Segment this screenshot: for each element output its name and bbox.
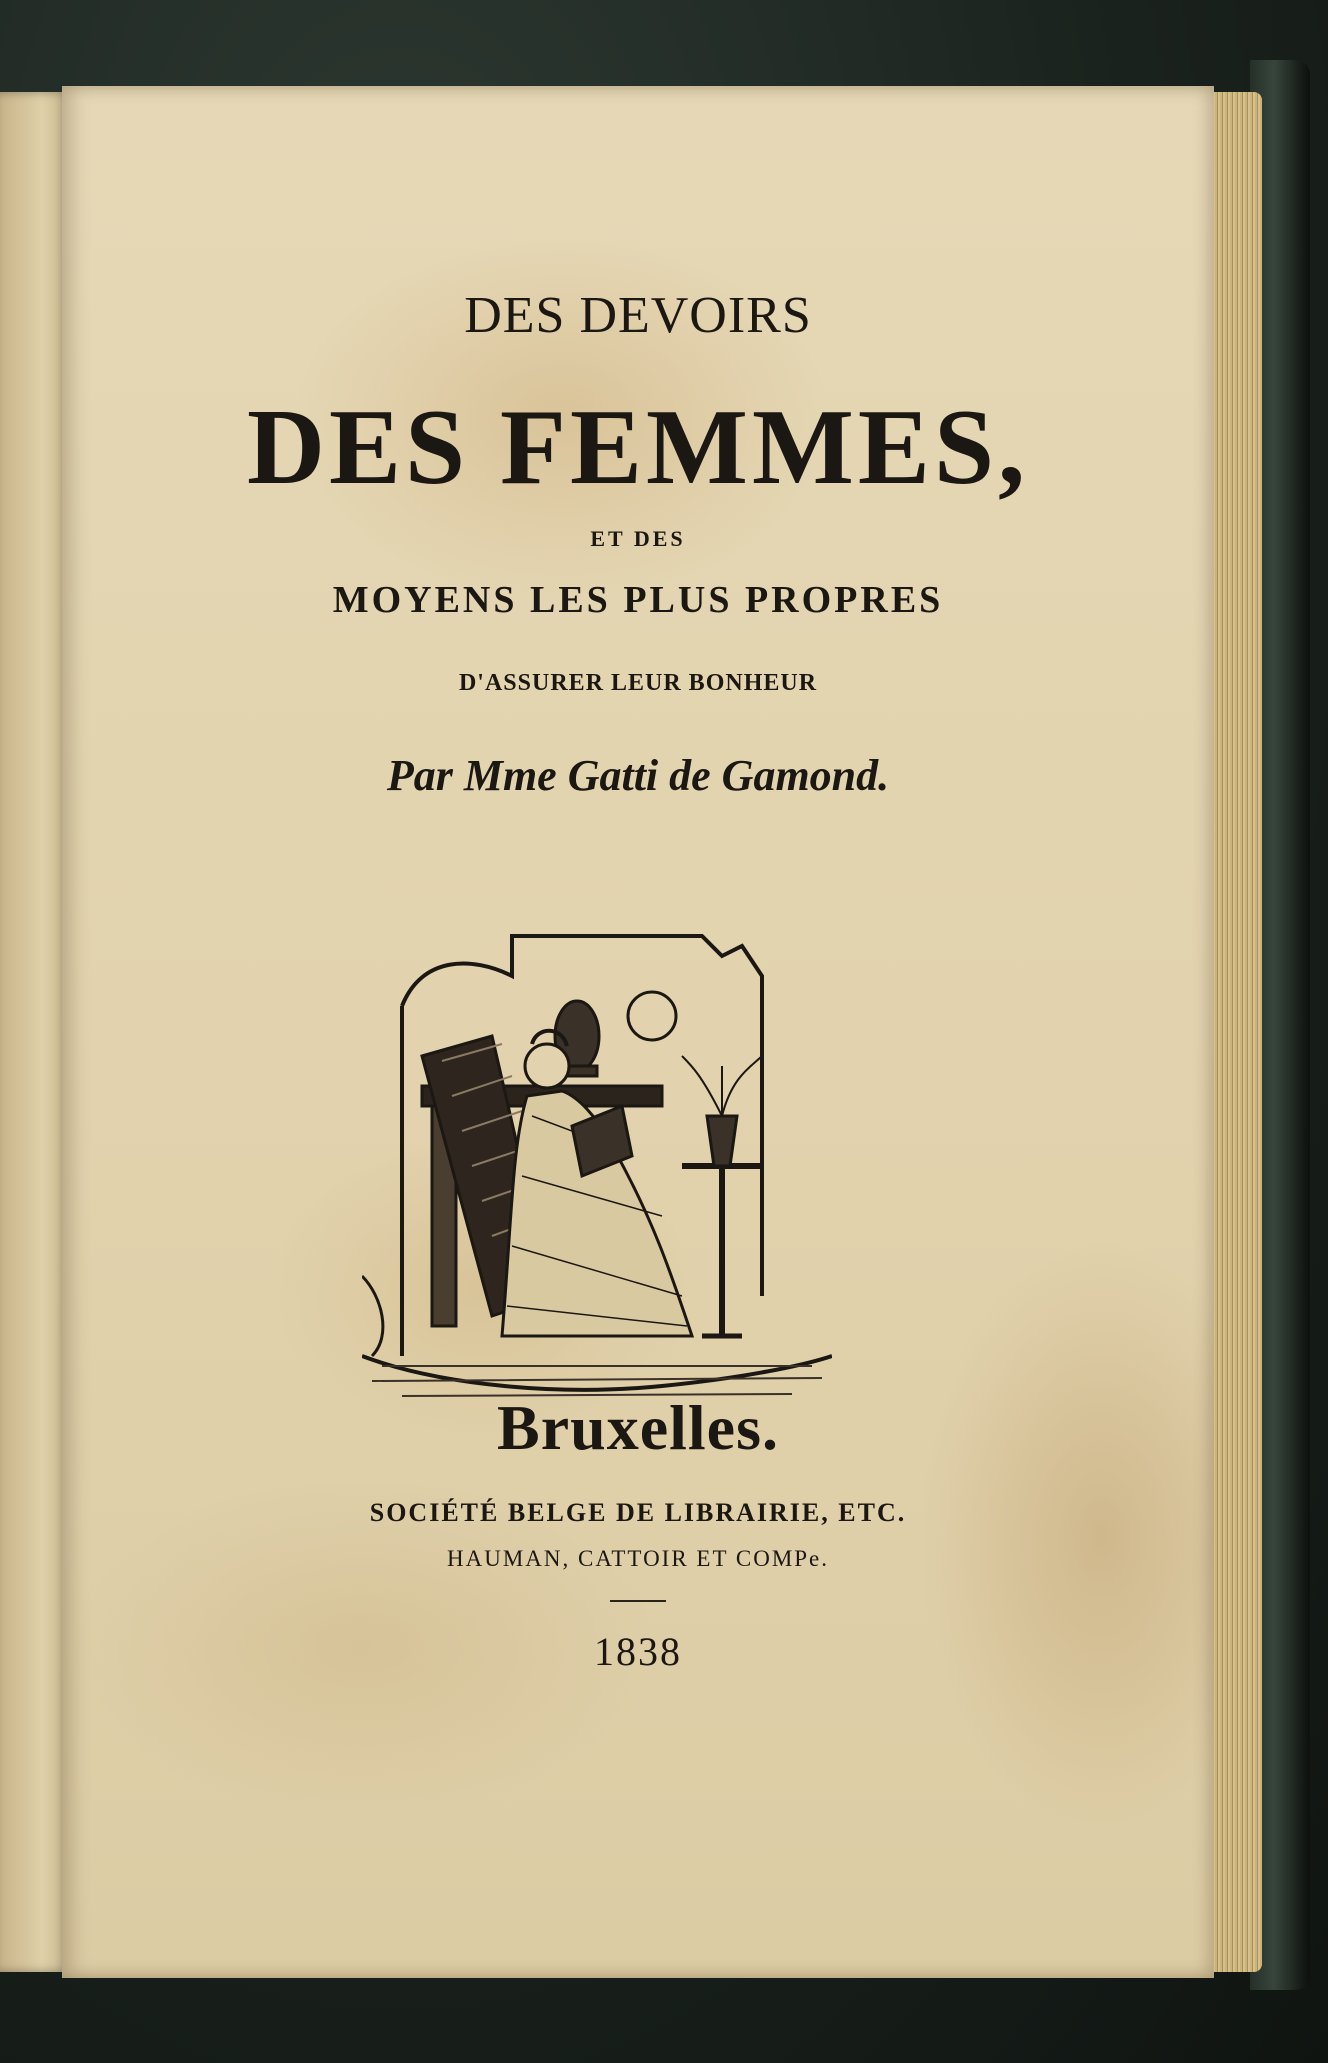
left-page-edge xyxy=(0,92,70,1972)
title-line-5: D'ASSURER LEUR BONHEUR xyxy=(458,670,818,696)
author-line: Par Mme Gatti de Gamond. xyxy=(386,751,890,800)
title-line-2: DES FEMMES, xyxy=(246,388,1030,507)
title-line-4: MOYENS LES PLUS PROPRES xyxy=(332,579,944,621)
title-page xyxy=(62,86,1214,1978)
woman-reading-engraving-icon xyxy=(362,916,832,1436)
city-line: Bruxelles. xyxy=(497,1392,779,1463)
year-line: 1838 xyxy=(594,1629,682,1674)
title-line-1: DES DEVOIRS xyxy=(464,287,812,344)
publisher-line-2: HAUMAN, CATTOIR ET COMPe. xyxy=(446,1546,830,1571)
publisher-line-1: SOCIÉTÉ BELGE DE LIBRAIRIE, ETC. xyxy=(369,1498,907,1527)
title-line-3: ET DES xyxy=(590,526,686,551)
divider-rule xyxy=(610,1600,666,1602)
